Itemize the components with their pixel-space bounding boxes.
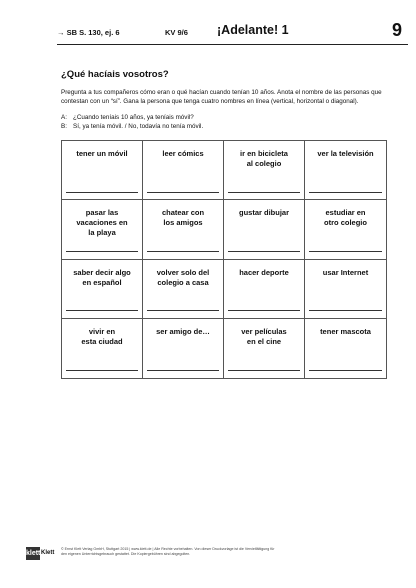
worksheet-code: KV 9/6 [165, 28, 188, 37]
bingo-cell[interactable] [62, 319, 143, 378]
name-line [147, 251, 219, 252]
cell-phrase: pasar las vacaciones en la playa [76, 208, 128, 238]
bingo-cell[interactable] [305, 200, 386, 259]
name-line [228, 192, 300, 193]
cell-phrase: saber decir algo en español [73, 267, 131, 287]
page-header [57, 22, 408, 44]
cell-phrase: volver solo del colegio a casa [156, 267, 210, 287]
cell-phrase: leer cómics [162, 149, 204, 158]
cell-phrase: tener mascota [320, 326, 371, 336]
name-line [309, 251, 382, 252]
bingo-cell[interactable] [143, 260, 224, 319]
name-line [66, 370, 138, 371]
name-line [66, 310, 138, 311]
klett-logo-mark: klett [26, 547, 40, 560]
name-line [147, 192, 219, 193]
copyright-notice: © Ernst Klett Verlag GmbH, Stuttgart 2015 | www.klett.de | Alle Rechte vorbehalten. Von dieser Druckvorlage ist die Vervielfältigung für den eigenen Unterrichtsgebrauch gestattet. Die Kopiergebühren sind abgegolten. [61, 547, 275, 556]
bingo-cell[interactable] [224, 141, 305, 200]
bingo-cell[interactable] [305, 141, 386, 200]
bingo-cell[interactable] [62, 260, 143, 319]
dialog-text: Sí, ya tenía móvil. / No, todavía no tenía móvil. [73, 123, 204, 130]
bingo-cell[interactable] [62, 141, 143, 200]
bingo-cell[interactable] [143, 200, 224, 259]
dialog-speaker: A: [61, 114, 67, 121]
name-line [228, 251, 300, 252]
name-line [147, 370, 219, 371]
bingo-cell[interactable] [305, 319, 386, 378]
publisher-name: Klett [41, 550, 55, 556]
cell-phrase: usar Internet [322, 267, 369, 277]
bingo-cell[interactable] [143, 141, 224, 200]
name-line [66, 192, 138, 193]
unit-number: 9 [391, 20, 402, 40]
bingo-cell[interactable] [224, 319, 305, 378]
dialog-line [61, 113, 203, 122]
textbook-reference: → SB S. 130, ej. 6 [57, 28, 120, 37]
cell-phrase: hacer deporte [239, 267, 289, 277]
cell-phrase: vivir en esta ciudad [81, 326, 123, 346]
bingo-cell[interactable] [305, 260, 386, 319]
name-line [228, 310, 300, 311]
publisher-logo [26, 547, 56, 560]
name-line [228, 370, 300, 371]
dialog-text: ¿Cuando teníais 10 años, ya teníais móvil? [73, 114, 194, 121]
instructions: Pregunta a tus compañeros cómo eran o qué hacían cuando tenían 10 años. Anota el nombre de las personas que contestan con un “sí”. Gana la persona que tenga cuatro nombres en línea (vertical, horizontal o diagonal). [61, 89, 382, 105]
cell-phrase: chatear con los amigos [161, 208, 205, 228]
bingo-cell[interactable] [224, 260, 305, 319]
name-line [147, 310, 219, 311]
cell-phrase: tener un móvil [76, 149, 128, 158]
header-divider [57, 44, 408, 45]
cell-phrase: gustar dibujar [238, 208, 289, 218]
bingo-cell[interactable] [143, 319, 224, 378]
name-line [309, 370, 382, 371]
cell-phrase: estudiar en otro colegio [324, 208, 367, 228]
bingo-grid [61, 140, 387, 379]
cell-phrase: ser amigo de… [156, 326, 210, 336]
book-title: ¡Adelante! 1 [217, 23, 289, 37]
dialog-line [61, 122, 203, 131]
page-title: ¿Qué hacíais vosotros? [61, 69, 169, 80]
bingo-cell[interactable] [62, 200, 143, 259]
name-line [66, 251, 138, 252]
cell-phrase: ver la televisión [317, 149, 374, 158]
dialog-speaker: B: [61, 123, 67, 130]
name-line [309, 192, 382, 193]
example-dialog [61, 113, 203, 131]
bingo-cell[interactable] [224, 200, 305, 259]
cell-phrase: ver películas en el cine [241, 326, 287, 346]
cell-phrase: ir en bicicleta al colegio [240, 149, 288, 168]
name-line [309, 310, 382, 311]
